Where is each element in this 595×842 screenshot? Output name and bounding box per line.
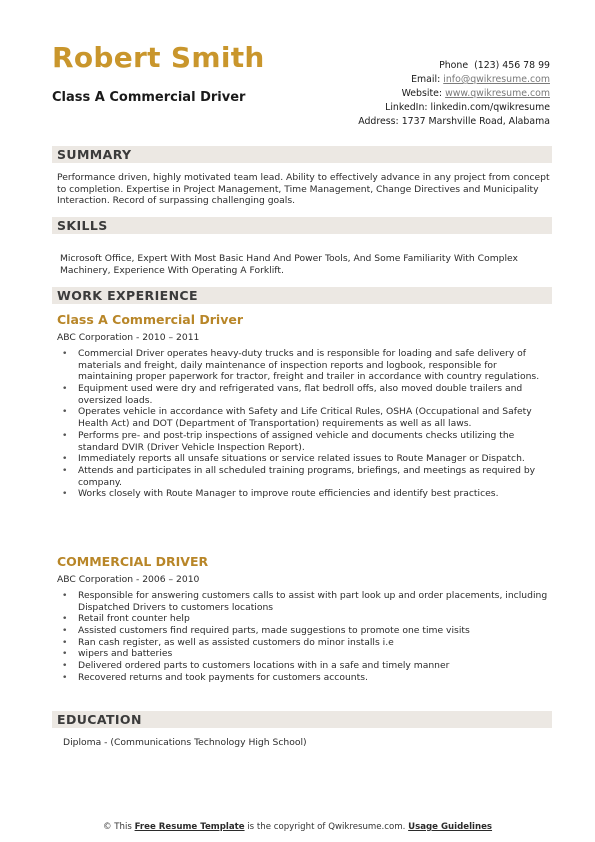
summary-text: Performance driven, highly motivated team lead. Ability to effectively advance in any project from concept to completion. Expertise in Project Management, Time Management, Change Directives and Municipality Interaction. Record of surpassing challenging goals. xyxy=(57,172,550,207)
contact-address xyxy=(358,115,550,129)
skills-heading: SKILLS xyxy=(57,218,108,233)
summary-section-header xyxy=(52,146,552,163)
list-item: • Ran cash register, as well as assisted customers do minor installs i.e xyxy=(62,637,554,649)
linkedin-value: linkedin.com/qwikresume xyxy=(430,102,550,113)
linkedin-label: LinkedIn: xyxy=(385,102,428,113)
phone-label: Phone xyxy=(439,60,469,71)
footer xyxy=(0,822,595,833)
email-label: Email: xyxy=(411,74,441,85)
experience-section-header xyxy=(52,287,552,304)
email-link[interactable]: info@qwikresume.com xyxy=(443,74,550,85)
contact-website xyxy=(358,87,550,101)
skills-section-header xyxy=(52,217,552,234)
address-value: 1737 Marshville Road, Alabama xyxy=(401,116,550,127)
list-item: • Operates vehicle in accordance with Safety and Life Critical Rules, OSHA (Occupational and Safety Health Act) and DOT (Department of Transportation) requirements as well as all laws. xyxy=(62,406,554,429)
footer-prefix: © This xyxy=(102,822,132,832)
summary-heading: SUMMARY xyxy=(57,147,132,162)
job-title: Class A Commercial Driver xyxy=(57,312,243,327)
contact-phone xyxy=(358,59,550,73)
education-text: Diploma - (Communications Technology High School) xyxy=(63,737,307,748)
footer-middle: is the copyright of Qwikresume.com. xyxy=(247,822,406,832)
experience-heading: WORK EXPERIENCE xyxy=(57,288,198,303)
address-label: Address: xyxy=(358,116,399,127)
candidate-title: Class A Commercial Driver xyxy=(52,90,246,105)
list-item: • Works closely with Route Manager to improve route efficiencies and identify best practices. xyxy=(62,488,554,500)
job-bullet-list xyxy=(62,348,554,500)
job-title: COMMERCIAL DRIVER xyxy=(57,554,209,569)
list-item: • Delivered ordered parts to customers locations with in a safe and timely manner xyxy=(62,660,554,672)
list-item: • Equipment used were dry and refrigerated vans, flat bedroll offs, also moved double trailers and oversized loads. xyxy=(62,383,554,406)
job-company-dates: ABC Corporation - 2010 – 2011 xyxy=(57,332,200,343)
contact-block xyxy=(358,59,550,129)
list-item: • Performs pre- and post-trip inspections of assigned vehicle and documents checks utilizing the standard DVIR (Driver Vehicle Inspection Report). xyxy=(62,430,554,453)
education-heading: EDUCATION xyxy=(57,712,142,727)
website-link[interactable]: www.qwikresume.com xyxy=(445,88,550,99)
skills-text: Microsoft Office, Expert With Most Basic Hand And Power Tools, And Some Familiarity With Complex Machinery, Experience With Operating A Forklift. xyxy=(60,253,518,276)
list-item: • Commercial Driver operates heavy-duty trucks and is responsible for loading and safe delivery of materials and freight, daily maintenance of inspection reports and logbook, responsible for maintaining proper paperwork for tractor, freight and trailer in accordance with country regulations. xyxy=(62,348,554,383)
free-template-link[interactable]: Free Resume Template xyxy=(134,822,245,832)
job-company-dates: ABC Corporation - 2006 – 2010 xyxy=(57,574,200,585)
usage-guidelines-link[interactable]: Usage Guidelines xyxy=(408,822,493,832)
candidate-name: Robert Smith xyxy=(52,41,265,74)
education-section-header xyxy=(52,711,552,728)
job-bullet-list xyxy=(62,590,554,684)
list-item: • Responsible for answering customers calls to assist with part look up and order placements, including Dispatched Drivers to customers locations xyxy=(62,590,554,613)
contact-linkedin xyxy=(358,101,550,115)
list-item: • Recovered returns and took payments for customers accounts. xyxy=(62,672,554,684)
list-item: • Assisted customers find required parts, made suggestions to promote one time visits xyxy=(62,625,554,637)
list-item: • Retail front counter help xyxy=(62,613,554,625)
website-label: Website: xyxy=(401,88,443,99)
list-item: • wipers and batteries xyxy=(62,648,554,660)
list-item: • Immediately reports all unsafe situations or service related issues to Route Manager or Dispatch. xyxy=(62,453,554,465)
phone-value: (123) 456 78 99 xyxy=(474,60,550,71)
contact-email xyxy=(358,73,550,87)
list-item: • Attends and participates in all scheduled training programs, briefings, and meetings as required by company. xyxy=(62,465,554,488)
